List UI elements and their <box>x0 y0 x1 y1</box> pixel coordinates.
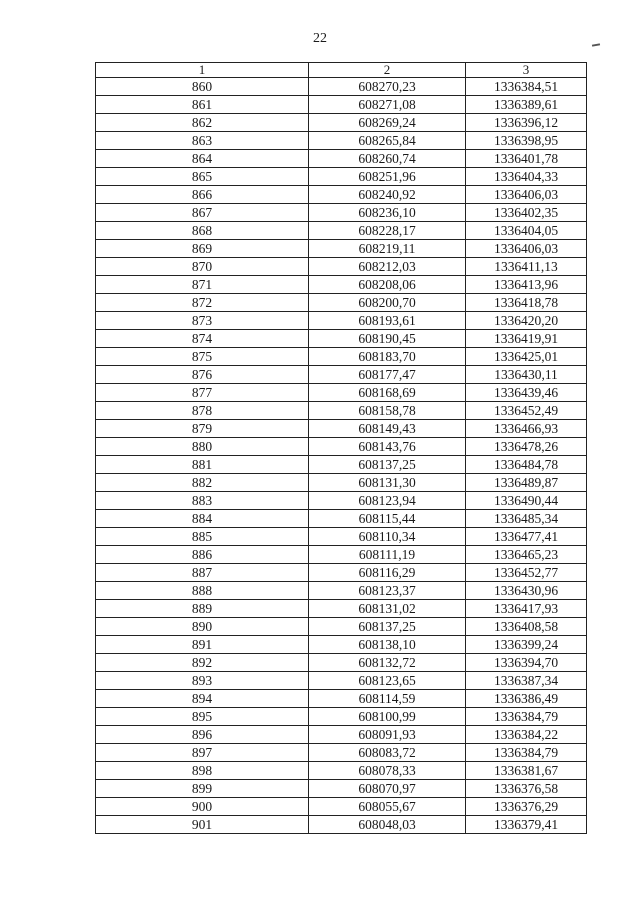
column-header-x: 2 <box>309 63 466 78</box>
y-coordinate-cell: 1336401,78 <box>466 150 587 168</box>
x-coordinate-cell: 608143,76 <box>309 438 466 456</box>
y-coordinate-cell: 1336490,44 <box>466 492 587 510</box>
point-number-cell: 875 <box>96 348 309 366</box>
point-number-cell: 896 <box>96 726 309 744</box>
table-row <box>96 294 587 312</box>
x-coordinate-cell: 608116,29 <box>309 564 466 582</box>
table-row <box>96 96 587 114</box>
y-coordinate-cell: 1336419,91 <box>466 330 587 348</box>
y-coordinate-cell: 1336404,05 <box>466 222 587 240</box>
y-coordinate-cell: 1336425,01 <box>466 348 587 366</box>
table-row <box>96 618 587 636</box>
x-coordinate-cell: 608228,17 <box>309 222 466 240</box>
y-coordinate-cell: 1336430,96 <box>466 582 587 600</box>
x-coordinate-cell: 608048,03 <box>309 816 466 834</box>
x-coordinate-cell: 608138,10 <box>309 636 466 654</box>
table-row <box>96 384 587 402</box>
point-number-cell: 861 <box>96 96 309 114</box>
point-number-cell: 865 <box>96 168 309 186</box>
point-number-cell: 866 <box>96 186 309 204</box>
y-coordinate-cell: 1336466,93 <box>466 420 587 438</box>
table-row <box>96 114 587 132</box>
table-row <box>96 528 587 546</box>
x-coordinate-cell: 608200,70 <box>309 294 466 312</box>
table-row <box>96 420 587 438</box>
y-coordinate-cell: 1336489,87 <box>466 474 587 492</box>
table-header-row <box>96 63 587 78</box>
table-row <box>96 78 587 96</box>
table-row <box>96 312 587 330</box>
point-number-cell: 898 <box>96 762 309 780</box>
point-number-cell: 864 <box>96 150 309 168</box>
x-coordinate-cell: 608132,72 <box>309 654 466 672</box>
x-coordinate-cell: 608190,45 <box>309 330 466 348</box>
table-row <box>96 150 587 168</box>
x-coordinate-cell: 608149,43 <box>309 420 466 438</box>
y-coordinate-cell: 1336477,41 <box>466 528 587 546</box>
point-number-cell: 888 <box>96 582 309 600</box>
y-coordinate-cell: 1336465,23 <box>466 546 587 564</box>
y-coordinate-cell: 1336439,46 <box>466 384 587 402</box>
x-coordinate-cell: 608114,59 <box>309 690 466 708</box>
point-number-cell: 880 <box>96 438 309 456</box>
x-coordinate-cell: 608123,37 <box>309 582 466 600</box>
y-coordinate-cell: 1336387,34 <box>466 672 587 690</box>
point-number-cell: 884 <box>96 510 309 528</box>
table-row <box>96 654 587 672</box>
point-number-cell: 881 <box>96 456 309 474</box>
table-row <box>96 510 587 528</box>
table-row <box>96 258 587 276</box>
table-row <box>96 582 587 600</box>
x-coordinate-cell: 608091,93 <box>309 726 466 744</box>
point-number-cell: 876 <box>96 366 309 384</box>
point-number-cell: 887 <box>96 564 309 582</box>
x-coordinate-cell: 608271,08 <box>309 96 466 114</box>
table-row <box>96 186 587 204</box>
x-coordinate-cell: 608078,33 <box>309 762 466 780</box>
point-number-cell: 889 <box>96 600 309 618</box>
table-row <box>96 474 587 492</box>
y-coordinate-cell: 1336396,12 <box>466 114 587 132</box>
y-coordinate-cell: 1336376,29 <box>466 798 587 816</box>
y-coordinate-cell: 1336402,35 <box>466 204 587 222</box>
point-number-cell: 890 <box>96 618 309 636</box>
table-row <box>96 690 587 708</box>
x-coordinate-cell: 608219,11 <box>309 240 466 258</box>
y-coordinate-cell: 1336452,49 <box>466 402 587 420</box>
y-coordinate-cell: 1336379,41 <box>466 816 587 834</box>
x-coordinate-cell: 608137,25 <box>309 456 466 474</box>
point-number-cell: 870 <box>96 258 309 276</box>
point-number-cell: 892 <box>96 654 309 672</box>
y-coordinate-cell: 1336411,13 <box>466 258 587 276</box>
point-number-cell: 863 <box>96 132 309 150</box>
x-coordinate-cell: 608269,24 <box>309 114 466 132</box>
table-row <box>96 330 587 348</box>
table-row <box>96 762 587 780</box>
table-row <box>96 456 587 474</box>
x-coordinate-cell: 608260,74 <box>309 150 466 168</box>
point-number-cell: 869 <box>96 240 309 258</box>
y-coordinate-cell: 1336418,78 <box>466 294 587 312</box>
point-number-cell: 873 <box>96 312 309 330</box>
column-header-point: 1 <box>96 63 309 78</box>
x-coordinate-cell: 608083,72 <box>309 744 466 762</box>
point-number-cell: 862 <box>96 114 309 132</box>
table-row <box>96 600 587 618</box>
table-row <box>96 636 587 654</box>
table-row <box>96 564 587 582</box>
y-coordinate-cell: 1336484,78 <box>466 456 587 474</box>
table-row <box>96 348 587 366</box>
y-coordinate-cell: 1336404,33 <box>466 168 587 186</box>
x-coordinate-cell: 608208,06 <box>309 276 466 294</box>
x-coordinate-cell: 608123,65 <box>309 672 466 690</box>
x-coordinate-cell: 608055,67 <box>309 798 466 816</box>
page-number: 22 <box>313 31 327 46</box>
x-coordinate-cell: 608168,69 <box>309 384 466 402</box>
y-coordinate-cell: 1336398,95 <box>466 132 587 150</box>
point-number-cell: 901 <box>96 816 309 834</box>
x-coordinate-cell: 608110,34 <box>309 528 466 546</box>
table-row <box>96 816 587 834</box>
point-number-cell: 900 <box>96 798 309 816</box>
x-coordinate-cell: 608236,10 <box>309 204 466 222</box>
point-number-cell: 885 <box>96 528 309 546</box>
y-coordinate-cell: 1336384,22 <box>466 726 587 744</box>
point-number-cell: 883 <box>96 492 309 510</box>
x-coordinate-cell: 608158,78 <box>309 402 466 420</box>
point-number-cell: 872 <box>96 294 309 312</box>
y-coordinate-cell: 1336420,20 <box>466 312 587 330</box>
point-number-cell: 894 <box>96 690 309 708</box>
table-row <box>96 708 587 726</box>
x-coordinate-cell: 608100,99 <box>309 708 466 726</box>
y-coordinate-cell: 1336399,24 <box>466 636 587 654</box>
column-header-y: 3 <box>466 63 587 78</box>
table-row <box>96 204 587 222</box>
x-coordinate-cell: 608193,61 <box>309 312 466 330</box>
table-row <box>96 726 587 744</box>
x-coordinate-cell: 608131,30 <box>309 474 466 492</box>
x-coordinate-cell: 608123,94 <box>309 492 466 510</box>
point-number-cell: 871 <box>96 276 309 294</box>
x-coordinate-cell: 608137,25 <box>309 618 466 636</box>
table-row <box>96 780 587 798</box>
x-coordinate-cell: 608115,44 <box>309 510 466 528</box>
y-coordinate-cell: 1336452,77 <box>466 564 587 582</box>
y-coordinate-cell: 1336376,58 <box>466 780 587 798</box>
table-row <box>96 798 587 816</box>
point-number-cell: 899 <box>96 780 309 798</box>
x-coordinate-cell: 608111,19 <box>309 546 466 564</box>
y-coordinate-cell: 1336384,79 <box>466 708 587 726</box>
point-number-cell: 867 <box>96 204 309 222</box>
point-number-cell: 886 <box>96 546 309 564</box>
x-coordinate-cell: 608177,47 <box>309 366 466 384</box>
point-number-cell: 877 <box>96 384 309 402</box>
y-coordinate-cell: 1336394,70 <box>466 654 587 672</box>
y-coordinate-cell: 1336478,26 <box>466 438 587 456</box>
point-number-cell: 860 <box>96 78 309 96</box>
x-coordinate-cell: 608265,84 <box>309 132 466 150</box>
y-coordinate-cell: 1336408,58 <box>466 618 587 636</box>
y-coordinate-cell: 1336417,93 <box>466 600 587 618</box>
y-coordinate-cell: 1336386,49 <box>466 690 587 708</box>
table-row <box>96 276 587 294</box>
table-row <box>96 168 587 186</box>
y-coordinate-cell: 1336485,34 <box>466 510 587 528</box>
table-row <box>96 240 587 258</box>
point-number-cell: 895 <box>96 708 309 726</box>
y-coordinate-cell: 1336406,03 <box>466 240 587 258</box>
table-row <box>96 672 587 690</box>
table-row <box>96 222 587 240</box>
x-coordinate-cell: 608212,03 <box>309 258 466 276</box>
point-number-cell: 897 <box>96 744 309 762</box>
table-row <box>96 402 587 420</box>
table-row <box>96 744 587 762</box>
y-coordinate-cell: 1336384,79 <box>466 744 587 762</box>
y-coordinate-cell: 1336430,11 <box>466 366 587 384</box>
x-coordinate-cell: 608251,96 <box>309 168 466 186</box>
point-number-cell: 878 <box>96 402 309 420</box>
coordinates-table-body <box>96 63 587 834</box>
point-number-cell: 868 <box>96 222 309 240</box>
point-number-cell: 874 <box>96 330 309 348</box>
x-coordinate-cell: 608131,02 <box>309 600 466 618</box>
y-coordinate-cell: 1336381,67 <box>466 762 587 780</box>
coordinates-table <box>95 62 587 834</box>
y-coordinate-cell: 1336384,51 <box>466 78 587 96</box>
x-coordinate-cell: 608240,92 <box>309 186 466 204</box>
table-row <box>96 132 587 150</box>
y-coordinate-cell: 1336389,61 <box>466 96 587 114</box>
point-number-cell: 893 <box>96 672 309 690</box>
y-coordinate-cell: 1336406,03 <box>466 186 587 204</box>
table-row <box>96 546 587 564</box>
point-number-cell: 879 <box>96 420 309 438</box>
y-coordinate-cell: 1336413,96 <box>466 276 587 294</box>
point-number-cell: 891 <box>96 636 309 654</box>
table-row <box>96 366 587 384</box>
table-row <box>96 492 587 510</box>
table-row <box>96 438 587 456</box>
x-coordinate-cell: 608183,70 <box>309 348 466 366</box>
x-coordinate-cell: 608070,97 <box>309 780 466 798</box>
x-coordinate-cell: 608270,23 <box>309 78 466 96</box>
point-number-cell: 882 <box>96 474 309 492</box>
